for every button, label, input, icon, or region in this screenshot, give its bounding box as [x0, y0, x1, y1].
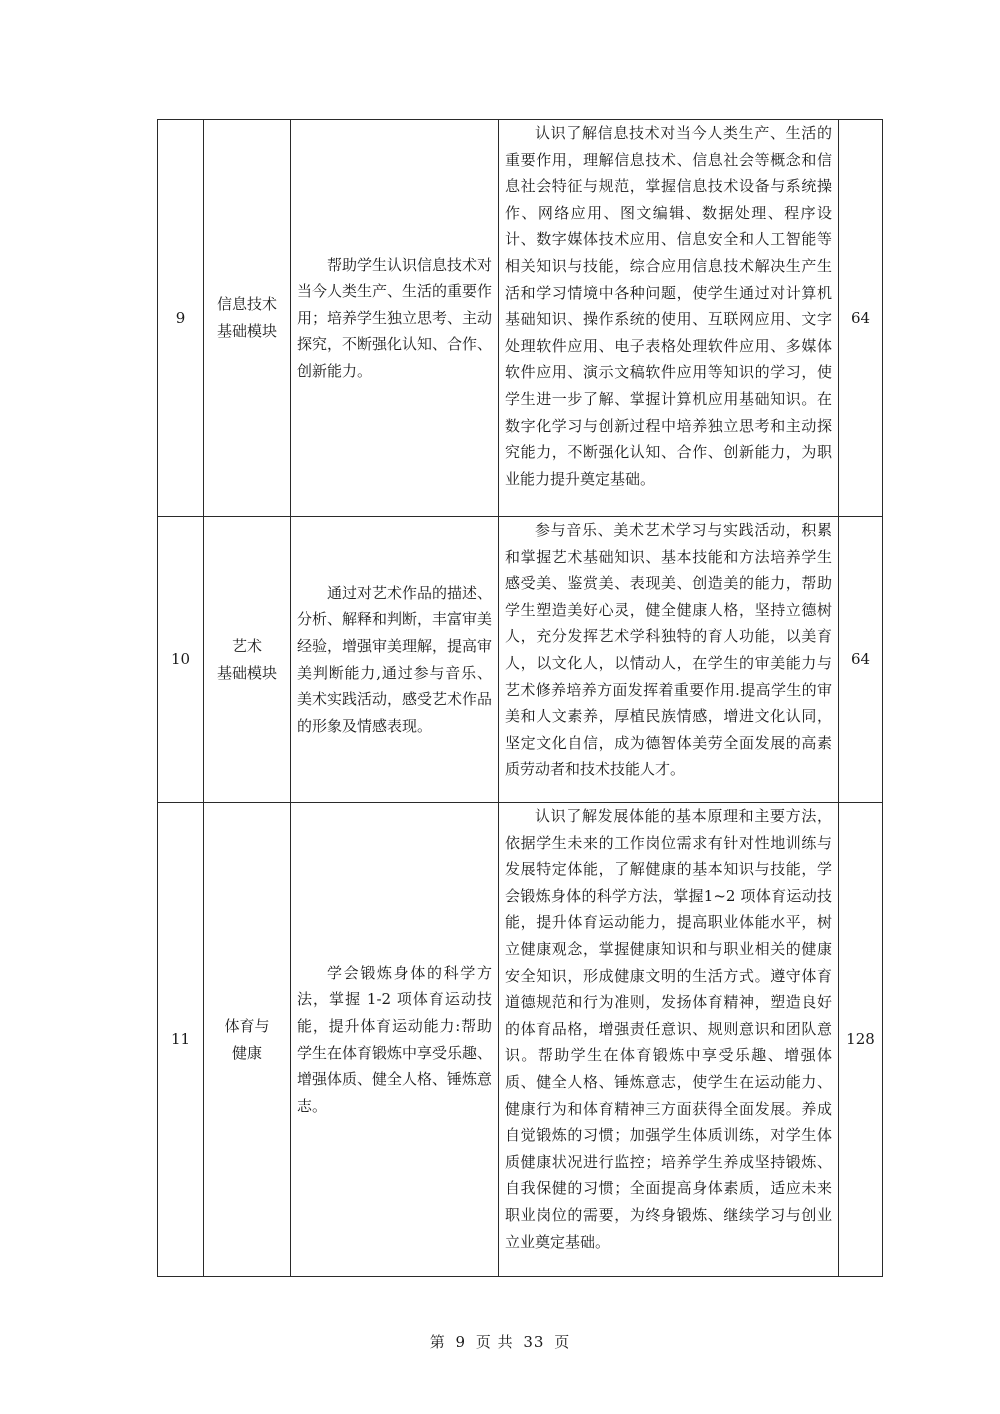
page-number: 9 [455, 1333, 467, 1351]
course-goal-text: 学会锻炼身体的科学方法，掌握 1-2 项体育运动技能，提升体育运动能力:帮助学生在体育锻炼中享受乐趣、增强体质、健全人格、锤炼意志。 [297, 963, 493, 1115]
footer-middle: 页 共 [475, 1333, 514, 1351]
course-name [204, 120, 291, 517]
course-name-line: 体育与 [224, 1016, 270, 1035]
course-goal-text: 通过对艺术作品的描述、分析、解释和判断，丰富审美经验，增强审美理解，提高审美判断能力,通过参与音乐、美术实践活动，感受艺术作品的形象及情感表现。 [297, 583, 493, 735]
row-number: 10 [158, 517, 204, 803]
course-name [204, 517, 291, 803]
course-content-text: 认识了解信息技术对当今人类生产、生活的重要作用，理解信息技术、信息社会等概念和信息社会特征与规范，掌握信息技术设备与系统操作、网络应用、图文编辑、数据处理、程序设计、数字媒体技术应用、信息安全和人工智能等相关知识与技能，综合应用信息技术解决生产生活和学习情境中各种问题，使学生通过对计算机基础知识、操作系统的使用、互联网应用、文字处理软件应用、电子表格处理软件应用、多媒体软件应用、演示文稿软件应用等知识的学习，使学生进一步了解、掌握计算机应用基础知识。在数字化学习与创新过程中培养独立思考和主动探究能力，不断强化认知、合作、创新能力，为职业能力提升奠定基础。 [505, 124, 832, 488]
row-number: 9 [158, 120, 204, 517]
page-footer [0, 1331, 1000, 1352]
course-goal-text: 帮助学生认识信息技术对当今人类生产、生活的重要作用；培养学生独立思考、主动探究，不断强化认知、合作、创新能力。 [297, 255, 493, 380]
course-content [499, 120, 839, 517]
course-name-line: 基础模块 [216, 663, 277, 682]
course-name-line: 基础模块 [216, 322, 277, 340]
course-hours: 64 [839, 517, 883, 803]
course-hours: 64 [839, 120, 883, 517]
footer-prefix: 第 [429, 1333, 446, 1351]
course-content-text: 参与音乐、美术艺术学习与实践活动，积累和掌握艺术基础知识、基本技能和方法培养学生感受美、鉴赏美、表现美、创造美的能力，帮助学生塑造美好心灵，健全健康人格，坚持立德树人，充分发挥艺术学科独特的育人功能，以美育人，以文化人，以情动人，在学生的审美能力与艺术修养培养方面发挥着重要作用.提高学生的审美和人文素养，厚植民族情感，增进文化认同，坚定文化自信，成为德智体美劳全面发展的高素质劳动者和技术技能人才。 [505, 521, 832, 779]
course-name [204, 803, 291, 1277]
course-name-line: 信息技术 [216, 295, 277, 314]
course-content [499, 517, 839, 803]
table-row [158, 803, 883, 1277]
course-goal [291, 517, 499, 803]
course-name-line: 艺术 [231, 636, 262, 655]
course-content [499, 803, 839, 1277]
course-goal [291, 803, 499, 1277]
table-row [158, 517, 883, 803]
footer-suffix: 页 [554, 1333, 571, 1351]
row-number: 11 [158, 803, 204, 1277]
course-content-text: 认识了解发展体能的基本原理和主要方法，依据学生未来的工作岗位需求有针对性地训练与发展特定体能，了解健康的基本知识与技能，学会锻炼身体的科学方法，掌握1~2 项体育运动技能，提升体育运动能力，提高职业体能水平，树立健康观念，掌握健康知识和与职业相关的健康安全知识，形成健康文明的生活方式。遵守体育道德规范和行为准则，发扬体育精神，塑造良好的体育品格，增强责任意识、规则意识和团队意识。帮助学生在体育锻炼中享受乐趣、增强体质、健全人格、锤炼意志，使学生在运动能力、健康行为和体育精神三方面获得全面发展。养成自觉锻炼的习惯；加强学生体质训练，对学生体质健康状况进行监控；培养学生养成坚持锻炼、自我保健的习惯；全面提高身体素质，适应未来职业岗位的需要，为终身锻炼、继续学习与创业立业奠定基础。 [505, 807, 832, 1251]
total-pages: 33 [523, 1333, 545, 1351]
course-goal [291, 120, 499, 517]
table-row [158, 120, 883, 517]
course-name-line: 健康 [231, 1043, 262, 1062]
course-table [157, 119, 883, 1277]
course-hours: 128 [839, 803, 883, 1277]
